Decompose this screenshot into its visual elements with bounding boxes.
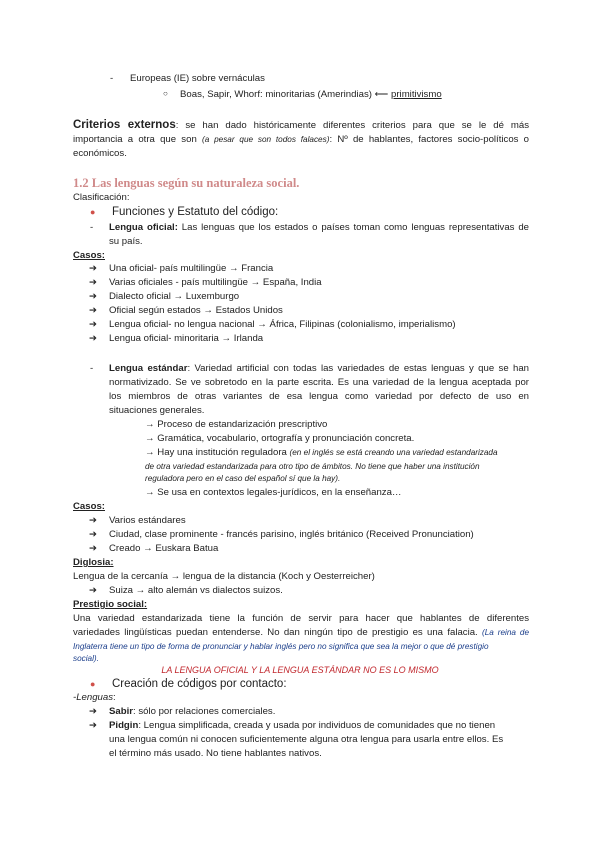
paragraph-line: [73, 692, 116, 704]
list-item: [180, 89, 442, 101]
casos-label: Casos:: [73, 501, 105, 512]
arrow-icon: ➔: [89, 706, 97, 717]
list-item-text: : Lengua simplificada, creada y usada por individuos de comunidades que no tienen: [138, 720, 496, 731]
bold-term: Criterios externos: [73, 119, 176, 131]
bullet-item: Creación de códigos por contacto:: [112, 678, 287, 690]
label: Clasificación:: [73, 192, 130, 203]
paragraph-text: : Variedad artificial con todas las variedades de estas lenguas y que se han: [187, 363, 529, 374]
bullet-icon: ●: [90, 679, 96, 689]
paragraph-line: una lengua común ni conocen suficientemente alguna otra lengua para usarla entre ellos. Es: [109, 734, 504, 745]
paragraph-line: Lengua de la cercanía → lengua de la distancia (Koch y Oesterreicher): [73, 571, 375, 582]
arrow-icon: ➔: [89, 515, 97, 526]
section-heading: 1.2 Las lenguas según su naturaleza social.: [73, 176, 300, 190]
blue-note: social).: [73, 654, 99, 663]
italic-term: -Lenguas: [73, 692, 114, 703]
arrow-icon: ➔: [89, 585, 97, 596]
dash-marker: -: [90, 222, 94, 233]
list-item-text: Europeas (IE) sobre vernáculas: [130, 73, 265, 84]
paragraph-line: [73, 119, 529, 132]
arrow-icon: ➔: [89, 319, 97, 330]
paragraph-line: [109, 363, 529, 375]
bullet-icon: ●: [90, 207, 96, 217]
list-item: Varios estándares: [109, 515, 186, 526]
paragraph-line: [109, 222, 529, 234]
bold-term: Sabir: [109, 706, 133, 717]
sub-item: → Se usa en contextos legales-jurídicos, en la enseñanza…: [145, 487, 402, 498]
paragraph-text: :: [113, 692, 116, 703]
list-item: Creado → Euskara Batua: [109, 543, 219, 554]
paragraph-line: [73, 148, 127, 160]
highlight-note: LA LENGUA OFICIAL Y LA LENGUA ESTÁNDAR NO ES LO MISMO: [161, 665, 439, 675]
blue-note: (La reina de: [482, 628, 530, 637]
paragraph-text: variedades lingüísticas puedan entenderse. No dan ningún tipo de prestigio es una falacia.: [73, 627, 483, 638]
arrow-icon: ➔: [89, 333, 97, 344]
paragraph-text: Las lenguas que los estados o países toman como lenguas representativas de: [177, 222, 530, 233]
list-item: Dialecto oficial → Luxemburgo: [109, 291, 240, 302]
list-item: Lengua oficial- minoritaria → Irlanda: [109, 333, 264, 344]
list-item: Lengua oficial- no lengua nacional → África, Filipinas (colonialismo, imperialismo): [109, 319, 456, 330]
paragraph-text: económicos.: [73, 148, 127, 159]
list-item: [109, 720, 495, 732]
sub-item: → Proceso de estandarización prescriptivo: [145, 419, 328, 430]
sub-item-text: → Hay una institución reguladora: [145, 447, 290, 458]
italic-note: de otra variedad estandarizada para otro tipo de ámbitos. No tiene que haber una institución: [145, 462, 480, 471]
dash-marker: -: [90, 363, 94, 374]
list-item: [130, 73, 265, 85]
paragraph-text: : Nº de hablantes, factores socio-políticos o: [329, 134, 529, 145]
list-item: Una oficial- país multilingüe → Francia: [109, 263, 274, 274]
arrow-icon: ➔: [89, 263, 97, 274]
italic-note: (a pesar que son todos falaces): [202, 135, 330, 144]
dash-marker: -: [110, 73, 114, 84]
list-item: [109, 706, 275, 718]
italic-note: (en el inglés se está creando una variedad estandarizada: [289, 448, 498, 457]
diglosia-label: Diglosia:: [73, 557, 114, 568]
list-item-text: : sólo por relaciones comerciales.: [133, 706, 276, 717]
paragraph-line: el término más usado. No tiene hablantes nativos.: [109, 748, 322, 759]
italic-note: reguladora pero en el caso del español sí que la hay).: [145, 474, 341, 483]
sub-item: [145, 447, 498, 459]
bold-term: Lengua oficial:: [109, 222, 178, 233]
arrow-icon: ➔: [89, 529, 97, 540]
list-item: Oficial según estados → Estados Unidos: [109, 305, 283, 316]
paragraph-line: [73, 627, 529, 639]
paragraph-line: situaciones generales.: [109, 405, 205, 416]
arrow-icon: ➔: [89, 543, 97, 554]
list-item: Ciudad, clase prominente - francés parisino, inglés británico (Received Pronunciation): [109, 529, 474, 540]
bold-term: Pidgin: [109, 720, 139, 731]
bullet-item: Funciones y Estatuto del código:: [112, 206, 279, 218]
blue-note: Inglaterra tiene un tipo de forma de pronunciar y hablar inglés pero no significa que sea la mejor o que dé prestigio: [73, 642, 489, 651]
prestigio-label: Prestigio social:: [73, 599, 148, 610]
arrow-icon: ➔: [89, 291, 97, 302]
sub-item: → Gramática, vocabulario, ortografía y pronunciación concreta.: [145, 433, 415, 444]
casos-label: Casos:: [73, 250, 105, 261]
paragraph-text: importancia a otra que son: [73, 134, 202, 145]
bold-term: Lengua estándar: [109, 363, 188, 374]
list-item-text: Boas, Sapir, Whorf: minoritarias (Amerindias) ⟵: [180, 89, 392, 100]
paragraph-line: Una variedad estandarizada tiene la función de servir para hacer que hablantes de diferentes: [73, 613, 529, 624]
paragraph-line: su país.: [109, 236, 143, 247]
arrow-icon: ➔: [89, 277, 97, 288]
arrow-icon: ➔: [89, 720, 97, 731]
paragraph-line: los miembros de otras variantes de esa lengua como variedad por defecto de uso en: [109, 391, 529, 402]
paragraph-text: : se han dado históricamente diferentes criterios para que se le dé más: [175, 120, 529, 131]
list-item: Varias oficiales - país multilingüe → España, India: [109, 277, 322, 288]
paragraph-line: normativizado. Se ve sobretodo en la parte escrita. Es una variedad de la lengua aceptada por: [109, 377, 529, 388]
arrow-icon: ➔: [89, 305, 97, 316]
list-item: Suiza → alto alemán vs dialectos suizos.: [109, 585, 283, 596]
circle-bullet-icon: ○: [163, 89, 168, 98]
underlined-term: primitivismo: [391, 89, 442, 100]
paragraph-line: [73, 134, 529, 146]
